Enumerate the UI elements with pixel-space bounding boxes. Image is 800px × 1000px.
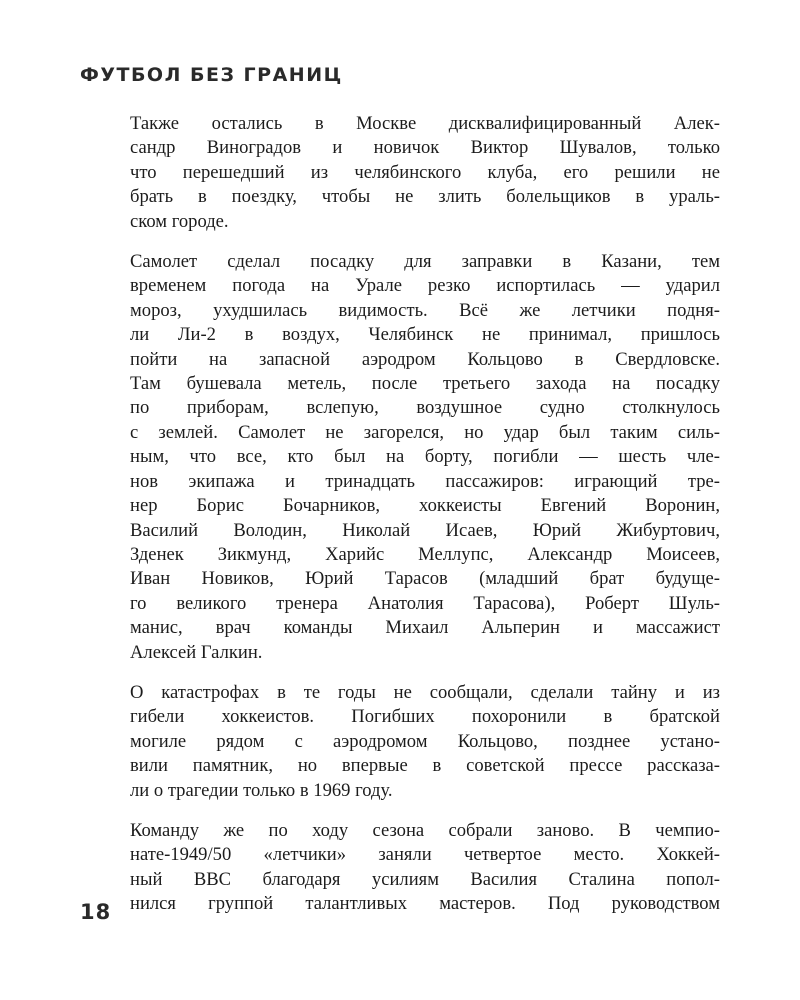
text-line: гибели хоккеистов. Погибших похоронили в братской [130, 706, 720, 728]
text-line: Василий Володин, Николай Исаев, Юрий Жибуртович, [130, 519, 720, 541]
text-line: О катастрофах в те годы не сообщали, сделали тайну и из [130, 681, 720, 703]
text-line: сандр Виноградов и новичок Виктор Шувалов, только [130, 137, 720, 159]
text-line: вили памятник, но впервые в советской прессе рассказа- [130, 755, 720, 777]
paragraph-3 [130, 681, 720, 803]
text-line: Алексей Галкин. [130, 641, 263, 663]
text-line: манис, врач команды Михаил Альперин и массажист [130, 617, 720, 639]
text-line: нате-1949/50 «летчики» заняли четвертое место. Хоккей- [130, 844, 720, 866]
body-text [130, 112, 720, 933]
paragraph-1 [130, 112, 720, 234]
text-line: Зденек Зикмунд, Харийс Меллупс, Александр Моисеев, [130, 543, 720, 565]
text-line: нов экипажа и тринадцать пассажиров: играющий тре- [130, 470, 720, 492]
text-line: могиле рядом с аэродромом Кольцово, позднее устано- [130, 730, 720, 752]
text-line: Иван Новиков, Юрий Тарасов (младший брат будуще- [130, 568, 720, 590]
text-line: временем погода на Урале резко испортилась — ударил [130, 275, 720, 297]
text-line: по приборам, вслепую, воздушное судно столкнулось [130, 397, 720, 419]
text-line: ли о трагедии только в 1969 году. [130, 779, 393, 801]
text-line: нился группой талантливых мастеров. Под руководством [130, 893, 720, 915]
text-line: с землей. Самолет не загорелся, но удар был таким силь- [130, 421, 720, 443]
text-line: нер Борис Бочарников, хоккеисты Евгений Воронин, [130, 495, 720, 517]
paragraph-4 [130, 819, 720, 917]
text-line: ным, что все, кто был на борту, погибли — шесть чле- [130, 446, 720, 468]
text-line: Команду же по ходу сезона собрали заново. В чемпио- [130, 819, 720, 841]
running-head-title: ФУТБОЛ БЕЗ ГРАНИЦ [80, 64, 343, 86]
text-line: брать в поездку, чтобы не злить болельщиков в ураль- [130, 186, 720, 208]
text-line: что перешедший из челябинского клуба, его решили не [130, 161, 720, 183]
text-line: ском городе. [130, 210, 229, 232]
text-line: Там бушевала метель, после третьего захода на посадку [130, 373, 720, 395]
text-line: ли Ли-2 в воздух, Челябинск не принимал, пришлось [130, 324, 720, 346]
text-line: ный ВВС благодаря усилиям Василия Сталина попол- [130, 868, 720, 890]
text-line: Самолет сделал посадку для заправки в Казани, тем [130, 251, 720, 273]
text-line: Также остались в Москве дисквалифицированный Алек- [130, 113, 720, 134]
text-line: пойти на запасной аэродром Кольцово в Свердловске. [130, 348, 720, 370]
page-number: 18 [80, 900, 112, 924]
paragraph-2 [130, 250, 720, 665]
text-line: го великого тренера Анатолия Тарасова), Роберт Шуль- [130, 592, 720, 614]
text-line: мороз, ухудшилась видимость. Всё же летчики подня- [130, 299, 720, 321]
